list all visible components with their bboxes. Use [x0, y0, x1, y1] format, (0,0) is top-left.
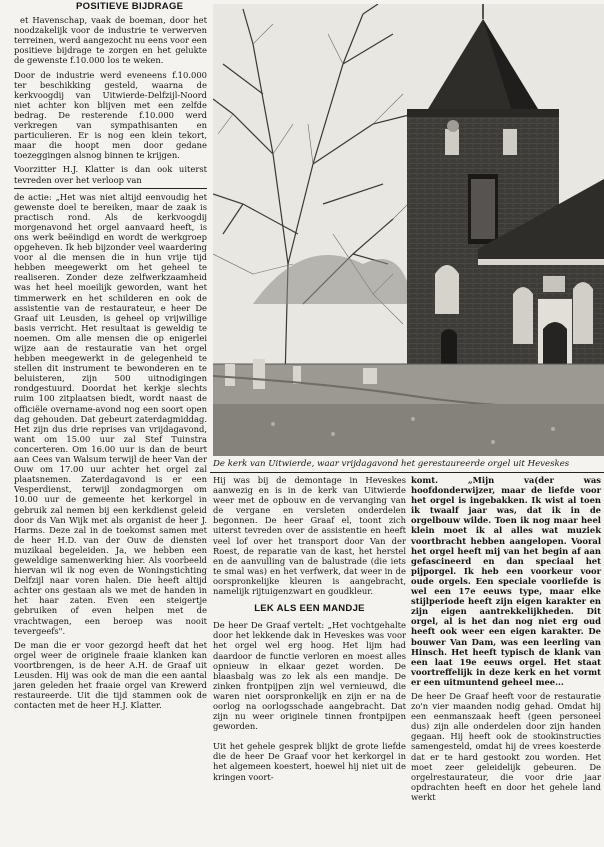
paragraph: De man die er voor gezorgd heeft dat het orgel weer de originele fraaie klanken kan voortbrengen, is de heer A.H. de Graaf uit Leusden. Hij was ook de man die een aantal jaren geleden het fraaie orgel van Krewerd restaureerde. Uit die tijd stammen ook de contacten met de heer H.J. Klatter.: [14, 639, 207, 711]
heading-lek-als-een-mandje: LEK ALS EEN MANDJE: [254, 603, 365, 615]
church-illustration: [213, 4, 604, 456]
paragraph: Uit het gehele gesprek blijkt de grote liefde die de heer De Graaf voor het kerkorgel in het algemeen koestert, hoewel hij niet uit de kringen voort-: [213, 741, 406, 782]
paragraph: De heer De Graaf heeft voor de restauratie zo'n vier maanden nodig gehad. Omdat hij een eenmanszaak heeft (geen personeel dus) zijn alle onderdelen door zijn handen gegaan. Hij heeft ook de stookinstructies samengesteld, omdat hij de vrees koesterde dat er te hard gestookt zou worden. Het moet zeer geleidelijk gebeuren. De orgelrestaurateur, die voor drie jaar opdrachten heeft en door het gehele land werkt: [411, 690, 601, 802]
column-divider: [14, 188, 207, 189]
heading-positieve-bijdrage: POSITIEVE BIJDRAGE: [76, 1, 184, 12]
section-divider: [210, 472, 604, 473]
column-left: [14, 2, 207, 845]
column-right: [411, 475, 601, 845]
paragraph: Door de industrie werd eveneens f.10.000 ter beschikking gesteld, waarna de kerkvoogdij van Uitwierde-Delfzijl-Noord niet achter kon blijven met een zelfde bedrag. De resterende f.10.000 werd verkregen van sympathisanten en particulieren. Er is nog een klein tekort, maar die hoopt men door gedane toezeggingen alsnog binnen te krijgen.: [14, 69, 207, 161]
paragraph: De heer De Graaf vertelt: „Het vochtgehalte door het lekkende dak in Heveskes was voor het orgel wel erg hoog. Het lijm had daardoor de functie verloren en moest alles opnieuw in elkaar gezet worden. De blaasbalg was zo lek als een mandje. De zinken frontpijpen zijn wel vernieuwd, die waren niet oorspronkelijk en zijn er na de oorlog na oorlogsschade aangebracht. Dat zijn nu weer originele tinnen frontpijpen geworden.: [213, 620, 406, 732]
paragraph: et Havenschap, vaak de boeman, door het noodzakelijk voor de industrie te verwerven terreinen, werd aangezocht nu eens voor een positieve bijdrage te zorgen en het gelukte de gewenste f.10.000 los te weken.: [14, 15, 207, 66]
paragraph: de actie: „Het was niet altijd eenvoudig het gewenste doel te bereiken, maar de zaak is practisch rond. Als de kerkvoogdij morgenavond het orgel aanvaard heeft, is ons werk beëindigd en wordt de werkgroep opgeheven. Ik heb bijzonder veel waardering voor al die mensen die in hun vrije tijd hebben meegewerkt om het geheel te realiseren. Zonder deze zelfwerkzaamheid was het heel moeilijk geworden, want het timmerwerk en het schilderen en ook de assistentie van de restaurateur, e heer De Graaf uit Leusden, is geheel op vrijwillige basis verricht. Het resultaat is geweldig te noemen. Om alle mensen die op enigerlei wijze aan de restauratie van het orgel hebben meegewerkt in de gelegenheid te stellen dit instrument te bewonderen en te beluisteren, zijn 500 uitnodigingen rondgestuurd. Doordat het kerkje slechts ruim 100 zitplaatsen biedt, wordt naast de officiële overname-avond nog een soort open dag gehouden. Dat gebeurt zaterdagmiddag. Het zijn dus drie reprises van vrijdagavond, want om 15.00 uur zal Stef Tuinstra concerteren. Om 16.00 uur is dan de beurt aan Cees van Walsum terwijl de heer Van der Ouw om 17.00 uur achter het orgel zal plaatsnemen. Zaterdagavond is er een Vesperdienst, terwijl zondagmorgen om 10.00 uur de gemeente het kerkorgel in gebruik zal nemen bij een kerkdienst geleid door ds Van Wijk met als organist de heer J. Harms. Deze zal in de toekomst samen met de heer H.D. van der Ouw de diensten muzikaal begeleiden. Ja, we hebben een geweldige samenwerking hier. Als voorbeeld hiervan wil ik nog even de Woningstichting Delfzijl naar voren halen. Die heeft altijd achter ons gestaan als we met de handen in het haar zaten. Even een steigertje gebruiken of even helpen met de vrachtwagen, een beroep was nooit tevergeefs".: [14, 191, 207, 636]
church-photo: [213, 4, 604, 456]
paragraph: Voorzitter H.J. Klatter is dan ook uiterst tevreden over het verloop van: [14, 164, 207, 185]
photo-caption: De kerk van Uitwierde, waar vrijdagavond het gerestaureerde orgel uit Heveskes: [213, 459, 570, 469]
paragraph: komt. „Mijn va(der was hoofdonderwijzer, maar de liefde voor het orgel is ingebakken. Ik wist al toen ik twaalf jaar was, dat ik in de orgelbouw wilde. Toen ik nog maar heel klein moet ik al alles wat muziek voortbracht hebben aangelopen. Vooral het orgel heeft mij van het begin af aan gefascineerd en dan speciaal het pijporgel. Ik heb een voorkeur voor oude orgels. Een speciale voorliefde is wel een 17e eeuws type, maar elke stijlperiode heeft zijn eigen karakter en zijn eigen aantrekkelijkheden. Dit orgel, al is het dan nog niet erg oud heeft ook weer een eigen karakter. De bouwer Van Dam, was een leerling van Hinsch. Het heeft typisch de klank van een laat 19e eeuws orgel. Het staat voortreffelijk in deze kerk en het vormt er een uitmuntend geheel mee...: [411, 475, 601, 687]
paragraph: Hij was bij de demontage in Heveskes aanwezig en is in de kerk van Uitwierde weer met de opbouw en de vervanging van de vergane en versleten onderdelen begonnen. De heer Graaf el, toont zich uiterst tevreden over de assistentie en heeft veel lof over het transport door Van der Roest, de reparatie van de kast, het herstel en de aanvulling van de balustrade (die iets te smal was) en het verfwerk, dat weer in de oorspronkelijke kleuren is aangebracht, namelijk rijtuigenzwart en goudkleur.: [213, 475, 406, 597]
column-middle: [213, 475, 406, 845]
